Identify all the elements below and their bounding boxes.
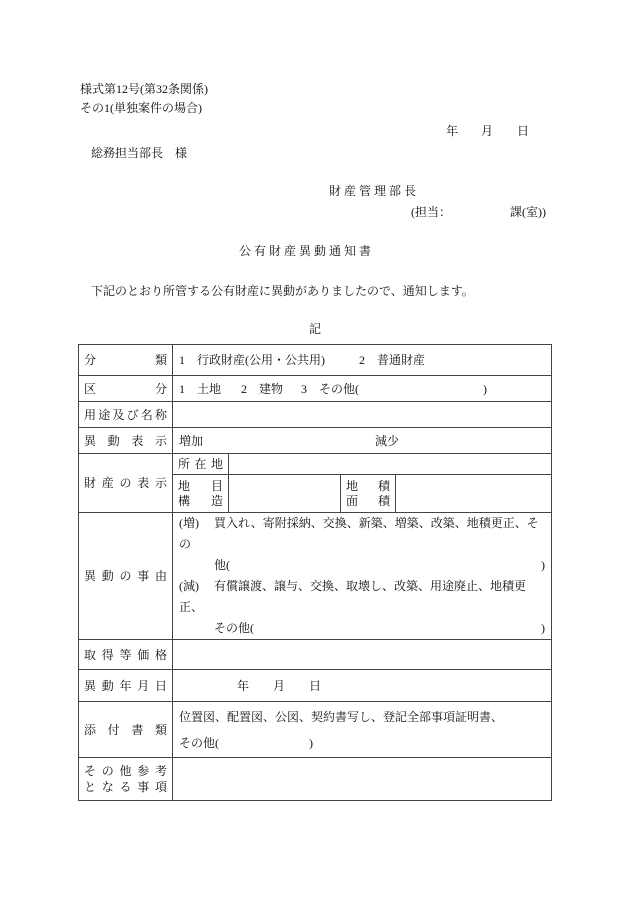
notice-table — [78, 344, 552, 801]
date-day: 日 — [517, 124, 530, 138]
division-opt2[interactable]: 2 建物 — [241, 381, 284, 396]
change-year: 年 — [237, 678, 250, 693]
label-classification: 分類 — [79, 345, 173, 376]
row-change-type — [79, 428, 552, 454]
division-close: ) — [483, 381, 488, 396]
field-location[interactable] — [229, 454, 552, 475]
label-price: 取得等価格 — [79, 640, 173, 670]
row-price — [79, 640, 552, 670]
change-day: 日 — [309, 678, 322, 693]
attachments-close: ) — [309, 735, 313, 750]
field-remarks[interactable] — [173, 758, 552, 801]
increase-label: 増加 — [179, 433, 204, 448]
label-property: 財産の表示 — [79, 454, 173, 513]
sender: 財 産 管 理 部 長 — [329, 184, 417, 198]
field-reason[interactable] — [173, 513, 552, 640]
classification-opt1[interactable]: 1 行政財産(公用・公共用) — [179, 353, 325, 367]
document-title: 公 有 財 産 異 動 通 知 書 — [239, 244, 372, 258]
row-division — [79, 376, 552, 402]
field-division[interactable] — [173, 376, 552, 402]
date-month: 月 — [481, 124, 494, 138]
increase-reasons: 買入れ、寄附採納、交換、新築、増築、改築、地積更正、その — [179, 516, 539, 551]
field-price[interactable] — [173, 640, 552, 670]
row-reason — [79, 513, 552, 640]
label-division: 区分 — [79, 376, 173, 402]
contact-prefix: (担当： — [411, 205, 451, 219]
label-usage: 用途及び名称 — [79, 402, 173, 428]
ki-label: 記 — [309, 322, 322, 336]
decrease-reasons: 有償譲渡、譲与、交換、取壊し、改築、用途廃止、地積更正、 — [179, 579, 527, 614]
addressee: 総務担当部長 様 — [91, 146, 188, 160]
increase-other: 他( — [214, 558, 230, 572]
field-change-date[interactable] — [173, 670, 552, 702]
row-change-date — [79, 670, 552, 702]
row-classification — [79, 345, 552, 376]
increase-tag: (増) — [179, 516, 199, 530]
decrease-other: その他( — [214, 621, 254, 635]
label-change-type: 異動表示 — [79, 428, 173, 454]
label-reason: 異動の事由 — [79, 513, 173, 640]
location-label: 所在地 — [178, 457, 223, 471]
row-attachments — [79, 702, 552, 758]
label-remarks — [79, 758, 173, 801]
intro-text: 下記のとおり所管する公有財産に異動がありましたので、通知します。 — [91, 284, 474, 298]
form-number: 様式第12号(第32条関係) — [80, 82, 208, 96]
change-month: 月 — [273, 678, 286, 693]
remarks-label-1: その他参考 — [84, 764, 167, 778]
attachments-other: その他( — [179, 735, 219, 750]
land-area-label: 地積 — [346, 478, 390, 493]
classification-opt2[interactable]: 2 普通財産 — [359, 353, 426, 367]
form-variant: その1(単独案件の場合) — [80, 101, 202, 115]
structure-label: 構造 — [178, 493, 223, 508]
decrease-close: ) — [541, 621, 545, 635]
row-remarks — [79, 758, 552, 801]
field-area[interactable] — [396, 475, 552, 513]
remarks-label-2: となる事項 — [84, 780, 167, 794]
field-usage[interactable] — [173, 402, 552, 428]
row-property-location — [79, 454, 552, 475]
floor-area-label: 面積 — [346, 493, 390, 508]
label-change-date: 異動年月日 — [79, 670, 173, 702]
decrease-tag: (減) — [179, 579, 199, 593]
contact-suffix: 課(室)) — [510, 205, 546, 219]
increase-close: ) — [541, 558, 545, 572]
date-year: 年 — [446, 124, 459, 138]
attachments-list: 位置図、配置図、公図、契約書写し、登記全部事項証明書、 — [179, 709, 504, 724]
label-attachments: 添付書類 — [79, 702, 173, 758]
division-opt3[interactable]: 3 その他( — [301, 381, 360, 396]
field-land-category[interactable] — [229, 475, 341, 513]
field-change-type[interactable] — [173, 428, 552, 454]
field-attachments[interactable] — [173, 702, 552, 758]
row-usage — [79, 402, 552, 428]
land-category-label: 地目 — [178, 478, 223, 493]
decrease-label: 減少 — [375, 433, 400, 448]
field-classification[interactable] — [173, 345, 552, 376]
division-opt1[interactable]: 1 土地 — [179, 381, 222, 396]
